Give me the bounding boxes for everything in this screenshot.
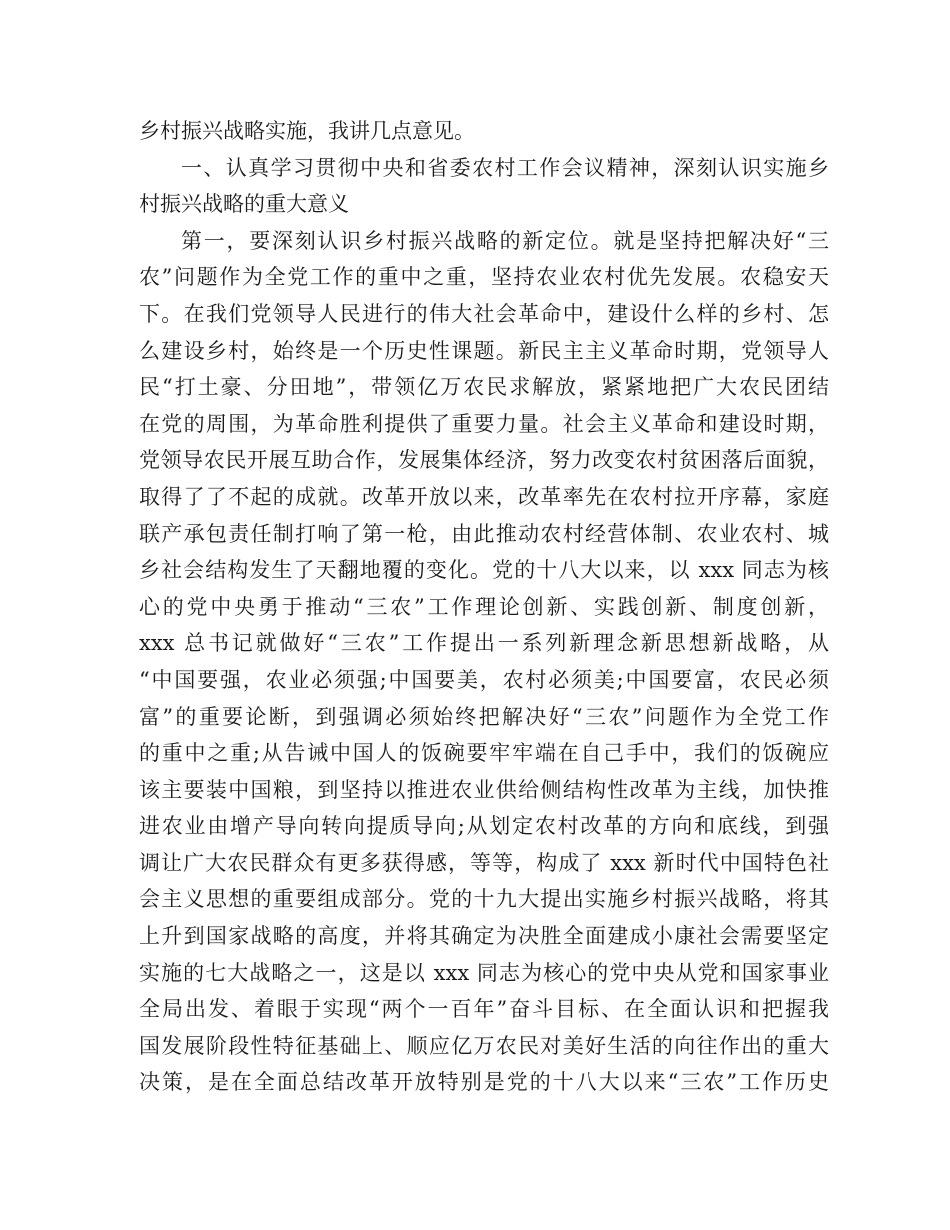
text-line: 党领导农民开展互助合作，发展集体经济，努力改变农村贫困落后面貌， [139,448,829,473]
section-heading-line: 村振兴战略的重大意义 [139,192,349,217]
text-line: 调让广大农民群众有更多获得感，等等，构成了 xxx 新时代中国特色社 [139,850,829,875]
text-line: 第一，要深刻认识乡村振兴战略的新定位。就是坚持把解决好“三 [181,228,829,253]
text-line: 全局出发、着眼于实现“两个一百年”奋斗目标、在全面认识和把握我 [139,997,829,1022]
text-line: 取得了了不起的成就。改革开放以来，改革率先在农村拉开序幕，家庭 [139,484,829,509]
text-line: 农”问题作为全党工作的重中之重，坚持农业农村优先发展。农稳安天 [139,265,829,290]
text-line: 乡社会结构发生了天翻地覆的变化。党的十八大以来，以 xxx 同志为核 [139,558,829,583]
text-line: 国发展阶段性特征基础上、顺应亿万农民对美好生活的向往作出的重大 [139,1033,829,1058]
document-body [139,113,829,1101]
text-line: 乡村振兴战略实施，我讲几点意见。 [139,119,475,143]
text-line: 的重中之重;从告诫中国人的饭碗要牢牢端在自己手中，我们的饭碗应 [139,741,829,766]
text-line: 上升到国家战略的高度，并将其确定为决胜全面建成小康社会需要坚定 [139,924,829,949]
text-line: 心的党中央勇于推动“三农”工作理论创新、实践创新、制度创新， [139,594,829,619]
text-line: 决策，是在全面总结改革开放特别是党的十八大以来“三农”工作历史 [139,1070,829,1095]
text-line: 么建设乡村，始终是一个历史性课题。新民主主义革命时期，党领导人 [139,338,829,363]
text-line: 民“打土豪、分田地”，带领亿万农民求解放，紧紧地把广大农民团结 [139,375,829,400]
text-line: 该主要装中国粮，到坚持以推进农业供给侧结构性改革为主线，加快推 [139,777,829,802]
text-line: 在党的周围，为革命胜利提供了重要力量。社会主义革命和建设时期， [139,411,829,436]
text-line: 富”的重要论断，到强调必须始终把解决好“三农”问题作为全党工作 [139,704,829,729]
text-line: 进农业由增产导向转向提质导向;从划定农村改革的方向和底线，到强 [139,814,829,839]
text-line: 联产承包责任制打响了第一枪，由此推动农村经营体制、农业农村、城 [139,521,829,546]
section-heading-line: 一、认真学习贯彻中央和省委农村工作会议精神，深刻认识实施乡 [181,155,829,180]
text-line: xxx 总书记就做好“三农”工作提出一系列新理念新思想新战略，从 [139,631,829,656]
text-line: 实施的七大战略之一，这是以 xxx 同志为核心的党中央从党和国家事业 [139,960,829,985]
text-line: “中国要强，农业必须强;中国要美，农村必须美;中国要富，农民必须 [139,667,829,692]
text-line: 下。在我们党领导人民进行的伟大社会革命中，建设什么样的乡村、怎 [139,301,829,326]
text-line: 会主义思想的重要组成部分。党的十九大提出实施乡村振兴战略，将其 [139,887,829,912]
